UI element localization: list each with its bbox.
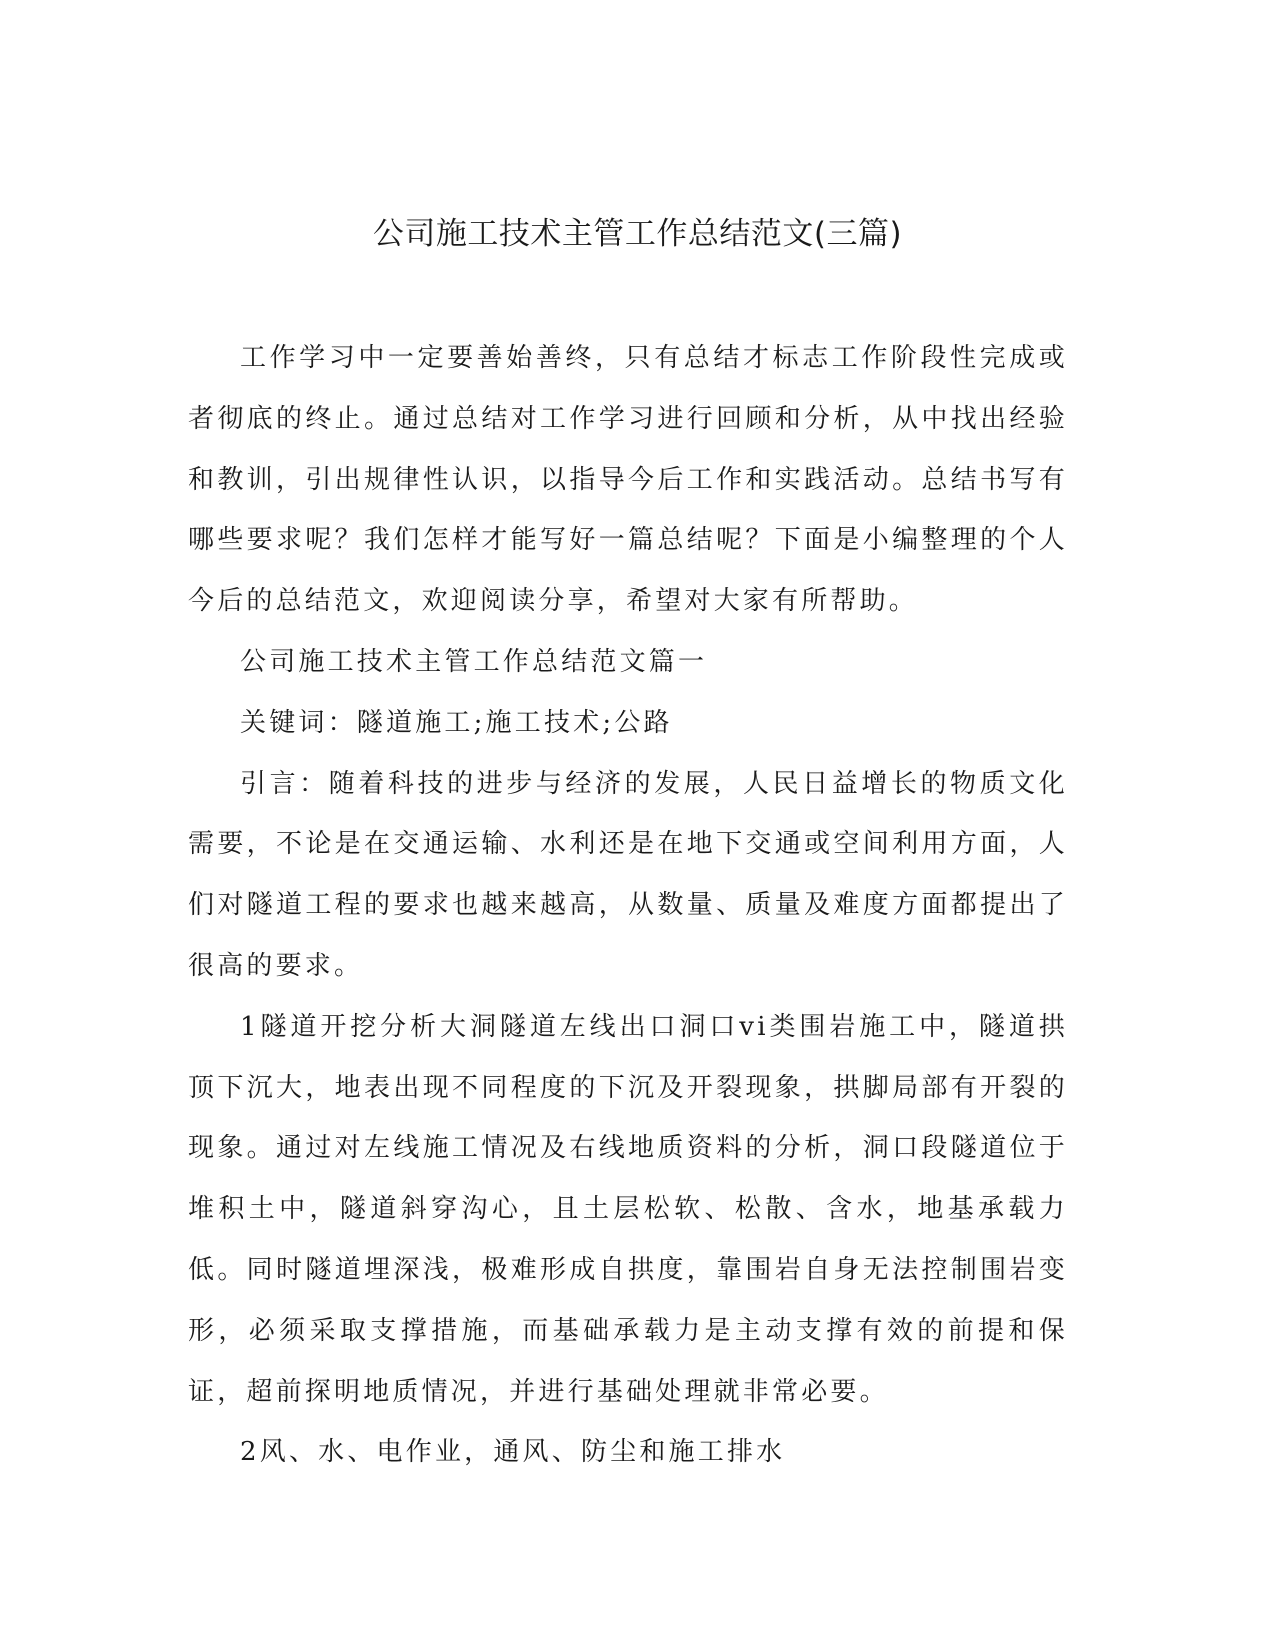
preface-paragraph: 引言：随着科技的进步与经济的发展，人民日益增长的物质文化需要，不论是在交通运输、水利还是在地下交通或空间利用方面，人们对隧道工程的要求也越来越高，从数量、质量及难度方面都提出了很高的要求。 [188, 768, 1068, 981]
section-heading: 公司施工技术主管工作总结范文篇一 [240, 646, 708, 677]
intro-paragraph: 工作学习中一定要善始善终，只有总结才标志工作阶段性完成或者彻底的终止。通过总结对工作学习进行回顾和分析，从中找出经验和教训，引出规律性认识，以指导今后工作和实践活动。总结书写有哪些要求呢？我们怎样才能写好一篇总结呢？下面是小编整理的个人今后的总结范文，欢迎阅读分享，希望对大家有所帮助。 [188, 343, 1068, 617]
document-body [188, 328, 1068, 1483]
keywords-line: 关键词：隧道施工;施工技术;公路 [240, 707, 673, 738]
body-paragraph-1: 1隧道开挖分析大洞隧道左线出口洞口vi类围岩施工中，隧道拱顶下沉大，地表出现不同程度的下沉及开裂现象，拱脚局部有开裂的现象。通过对左线施工情况及右线地质资料的分析，洞口段隧道位于堆积土中，隧道斜穿沟心，且土层松软、松散、含水，地基承载力低。同时隧道埋深浅，极难形成自拱度，靠围岩自身无法控制围岩变形，必须采取支撑措施，而基础承载力是主动支撑有效的前提和保证，超前探明地质情况，并进行基础处理就非常必要。 [188, 1011, 1068, 1407]
body-paragraph-2: 2风、水、电作业，通风、防尘和施工排水 [240, 1437, 786, 1468]
document-title: 公司施工技术主管工作总结范文(三篇) [372, 216, 903, 252]
